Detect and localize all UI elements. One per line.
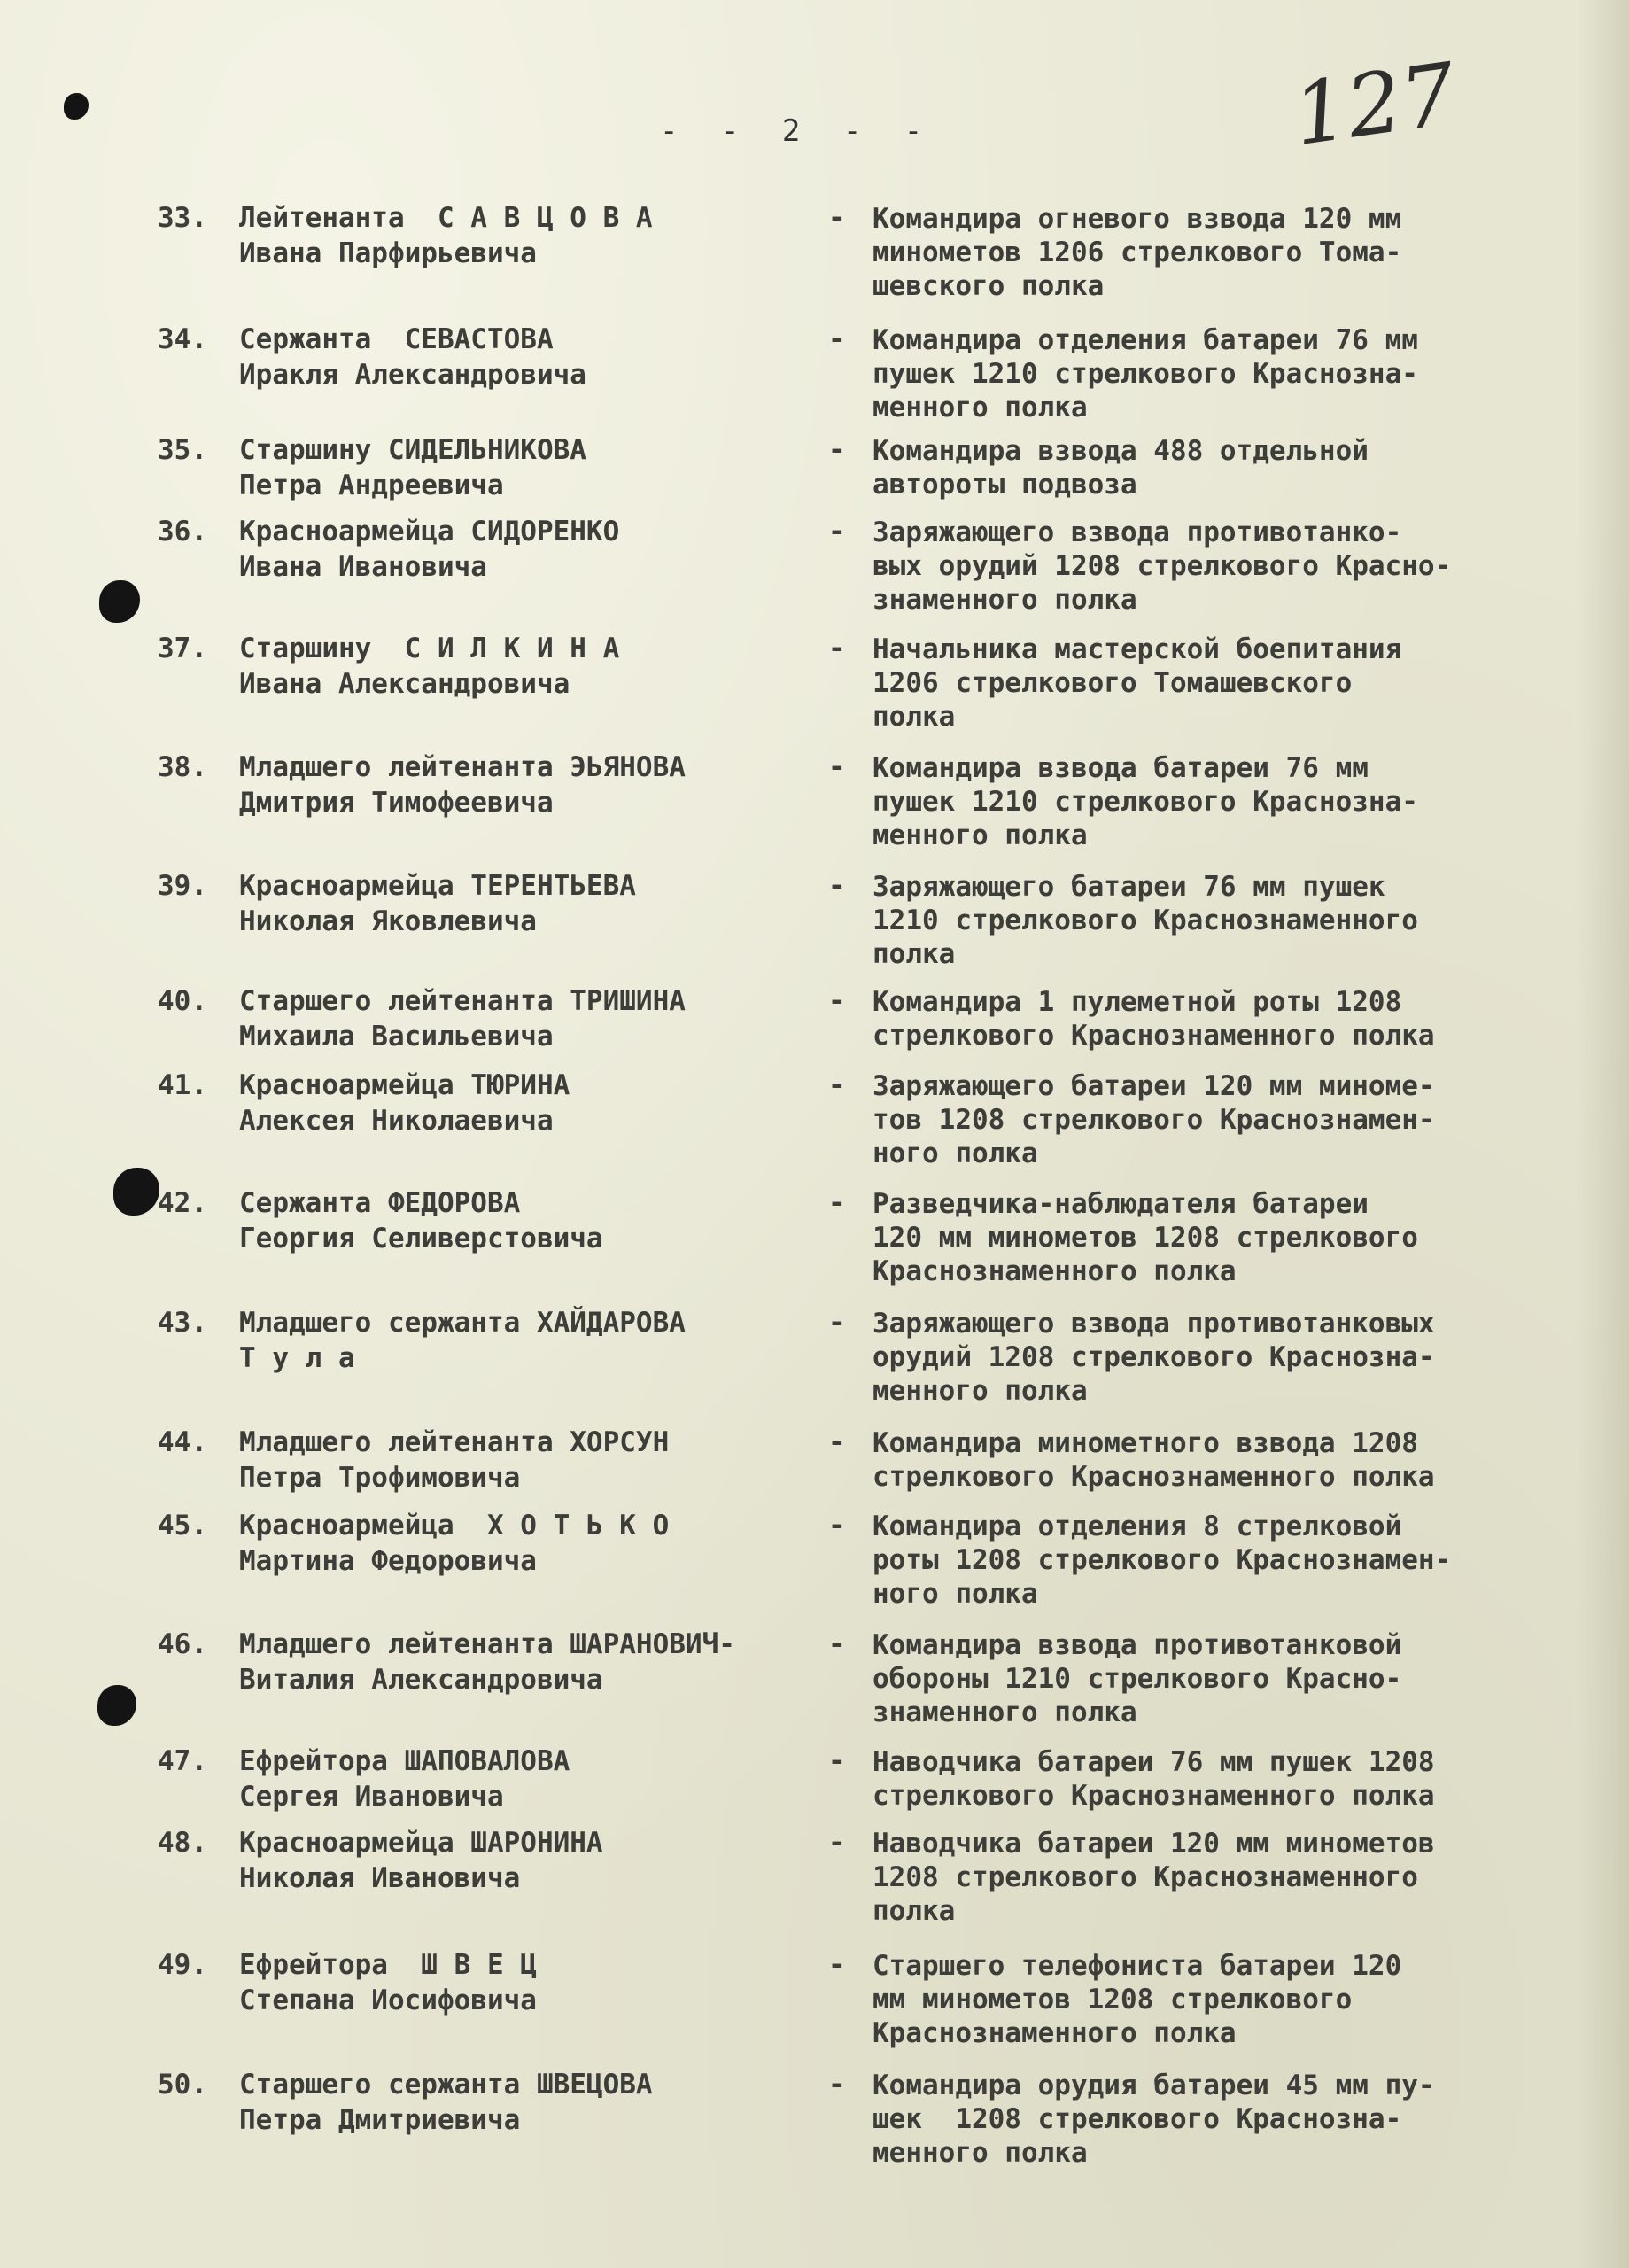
separator-dash: -: [828, 985, 845, 1017]
entry-number: 41.: [158, 1069, 207, 1101]
separator-dash: -: [828, 1949, 845, 1981]
separator-dash: -: [828, 1069, 845, 1101]
rank-surname: Старшего сержанта ШВЕЦОВА: [239, 2069, 653, 2101]
given-names: Иракля Александровича: [239, 359, 586, 391]
given-names: Сергея Ивановича: [239, 1781, 504, 1813]
rank-surname: Младшего сержанта ХАЙДАРОВА: [239, 1307, 686, 1339]
given-names: Дмитрия Тимофеевича: [239, 787, 554, 819]
position-description: Заряжающего взвода противотанко- вых орудий 1208 стрелкового Красно- знаменного полка: [873, 517, 1452, 616]
position-description: Командира отделения батареи 76 мм пушек 1210 стрелкового Краснозна- менного полка: [873, 324, 1418, 423]
separator-dash: -: [828, 870, 845, 902]
given-names: Алексея Николаевича: [239, 1105, 554, 1137]
position-description: Командира взвода батареи 76 мм пушек 1210 стрелкового Краснозна- менного полка: [873, 752, 1418, 851]
separator-dash: -: [828, 633, 845, 664]
entry-number: 45.: [158, 1510, 207, 1542]
separator-dash: -: [828, 1426, 845, 1458]
given-names: Петра Андреевича: [239, 470, 504, 501]
given-names: Степана Иосифовича: [239, 1984, 537, 2016]
rank-surname: Старшину С И Л К И Н А: [239, 633, 620, 664]
rank-surname: Младшего лейтенанта ХОРСУН: [239, 1426, 670, 1458]
given-names: Михаила Васильевича: [239, 1021, 554, 1052]
position-description: Наводчика батареи 76 мм пушек 1208 стрелкового Краснознаменного полка: [873, 1746, 1435, 1812]
separator-dash: -: [828, 1827, 845, 1859]
position-description: Начальника мастерской боепитания 1206 стрелкового Томашевского полка: [873, 633, 1402, 733]
position-description: Командира взвода 488 отдельной автороты подвоза: [873, 435, 1369, 501]
given-names: Петра Дмитриевича: [239, 2104, 521, 2136]
page-number: - - 2 - -: [660, 113, 935, 149]
separator-dash: -: [828, 1628, 845, 1660]
given-names: Петра Трофимовича: [239, 1462, 521, 1494]
rank-surname: Младшего лейтенанта ЭЬЯНОВА: [239, 751, 686, 783]
entry-number: 47.: [158, 1745, 207, 1777]
given-names: Николая Ивановича: [239, 1862, 521, 1894]
position-description: Командира отделения 8 стрелковой роты 1208 стрелкового Краснознамен- ного полка: [873, 1511, 1452, 1610]
entry-number: 34.: [158, 323, 207, 355]
rank-surname: Лейтенанта С А В Ц О В А: [239, 202, 653, 234]
separator-dash: -: [828, 1307, 845, 1339]
given-names: Мартина Федоровича: [239, 1545, 537, 1577]
entry-number: 43.: [158, 1307, 207, 1339]
rank-surname: Красноармейца Х О Т Ь К О: [239, 1510, 670, 1542]
separator-dash: -: [828, 1510, 845, 1542]
rank-surname: Красноармейца ТЮРИНА: [239, 1069, 570, 1101]
entry-number: 48.: [158, 1827, 207, 1859]
entry-number: 44.: [158, 1426, 207, 1458]
entry-number: 50.: [158, 2069, 207, 2101]
entry-number: 37.: [158, 633, 207, 664]
position-description: Старшего телефониста батареи 120 мм минометов 1208 стрелкового Краснознаменного полка: [873, 1950, 1402, 2049]
entry-number: 35.: [158, 434, 207, 466]
given-names: Ивана Парфирьевича: [239, 237, 537, 269]
separator-dash: -: [828, 2069, 845, 2101]
rank-surname: Ефрейтора ШАПОВАЛОВА: [239, 1745, 570, 1777]
position-description: Командира 1 пулеметной роты 1208 стрелкового Краснознаменного полка: [873, 986, 1435, 1052]
separator-dash: -: [828, 323, 845, 355]
separator-dash: -: [828, 1745, 845, 1777]
given-names: Николая Яковлевича: [239, 905, 537, 937]
rank-surname: Старшину СИДЕЛЬНИКОВА: [239, 434, 586, 466]
entry-number: 42.: [158, 1187, 207, 1219]
separator-dash: -: [828, 434, 845, 466]
rank-surname: Красноармейца СИДОРЕНКО: [239, 516, 620, 548]
handwritten-archive-number: 127: [1287, 43, 1462, 166]
entry-number: 39.: [158, 870, 207, 902]
given-names: Георгия Селиверстовича: [239, 1223, 603, 1254]
rank-surname: Красноармейца ТЕРЕНТЬЕВА: [239, 870, 636, 902]
rank-surname: Ефрейтора Ш В Е Ц: [239, 1949, 537, 1981]
entry-number: 49.: [158, 1949, 207, 1981]
separator-dash: -: [828, 751, 845, 783]
separator-dash: -: [828, 202, 845, 234]
separator-dash: -: [828, 1187, 845, 1219]
given-names: Ивана Александровича: [239, 668, 570, 700]
position-description: Заряжающего батареи 120 мм миноме- тов 1208 стрелкового Краснознамен- ного полка: [873, 1070, 1435, 1169]
rank-surname: Младшего лейтенанта ШАРАНОВИЧ-: [239, 1628, 735, 1660]
entry-number: 46.: [158, 1628, 207, 1660]
rank-surname: Красноармейца ШАРОНИНА: [239, 1827, 603, 1859]
entry-number: 33.: [158, 202, 207, 234]
position-description: Командира огневого взвода 120 мм минометов 1206 стрелкового Тома- шевского полка: [873, 203, 1402, 302]
separator-dash: -: [828, 516, 845, 548]
given-names: Т у л а: [239, 1342, 355, 1374]
position-description: Наводчика батареи 120 мм минометов 1208 стрелкового Краснознаменного полка: [873, 1828, 1435, 1927]
position-description: Командира взвода противотанковой обороны 1210 стрелкового Красно- знаменного полка: [873, 1629, 1402, 1728]
entry-number: 38.: [158, 751, 207, 783]
entry-number: 40.: [158, 985, 207, 1017]
rank-surname: Сержанта СЕВАСТОВА: [239, 323, 554, 355]
position-description: Заряжающего взвода противотанковых орудий 1208 стрелкового Краснозна- менного полка: [873, 1308, 1435, 1407]
position-description: Разведчика-наблюдателя батареи 120 мм минометов 1208 стрелкового Краснознаменного полка: [873, 1188, 1418, 1287]
position-description: Командира минометного взвода 1208 стрелкового Краснознаменного полка: [873, 1427, 1435, 1493]
position-description: Командира орудия батареи 45 мм пу- шек 1208 стрелкового Краснозна- менного полка: [873, 2070, 1435, 2169]
rank-surname: Старшего лейтенанта ТРИШИНА: [239, 985, 686, 1017]
given-names: Ивана Ивановича: [239, 551, 487, 583]
entry-number: 36.: [158, 516, 207, 548]
position-description: Заряжающего батареи 76 мм пушек 1210 стрелкового Краснознаменного полка: [873, 871, 1418, 970]
rank-surname: Сержанта ФЕДОРОВА: [239, 1187, 521, 1219]
given-names: Виталия Александровича: [239, 1664, 603, 1696]
